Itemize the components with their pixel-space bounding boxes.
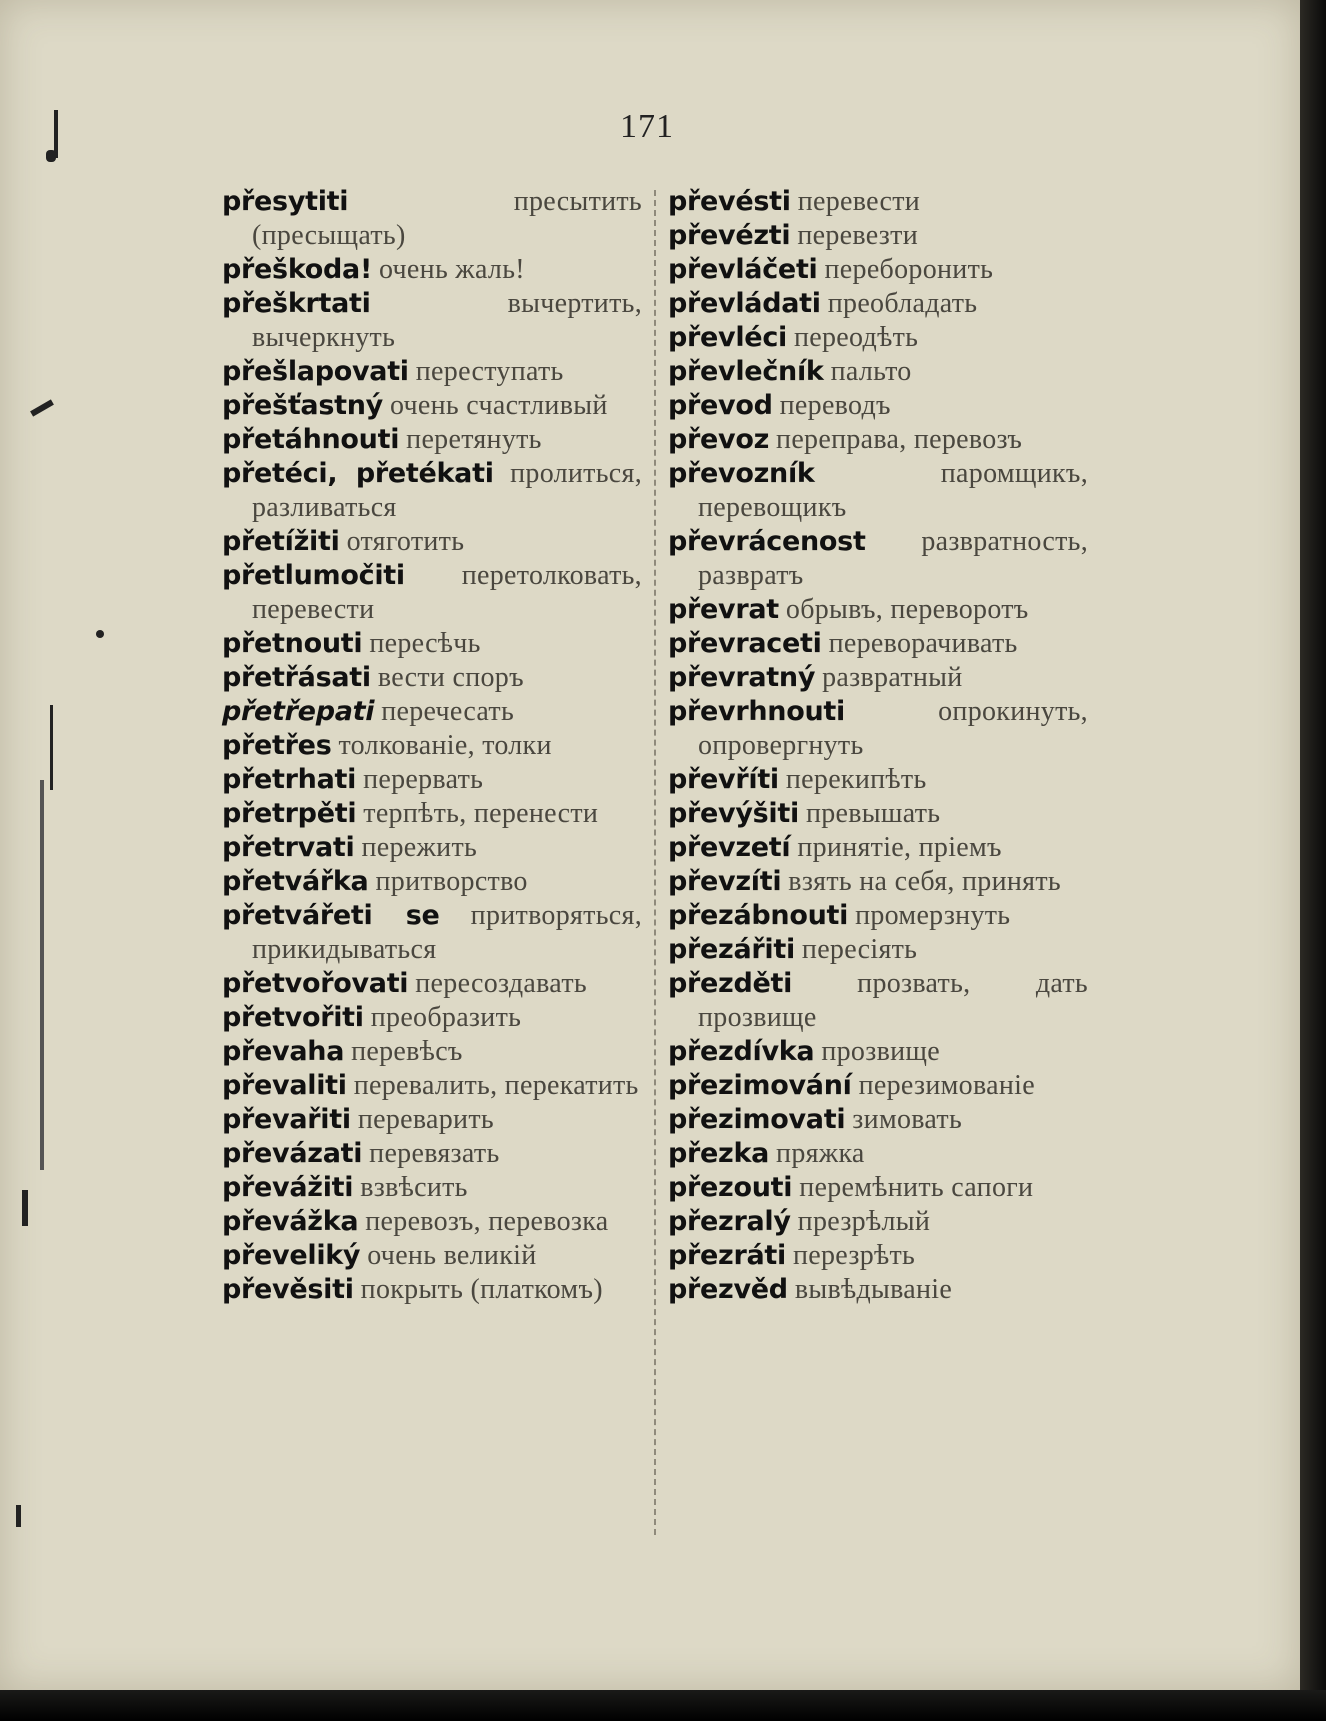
translation: переворачивать <box>828 628 1018 659</box>
translation: пряжка <box>776 1138 865 1169</box>
dictionary-entry <box>222 1035 642 1069</box>
dictionary-entry <box>668 1069 1088 1103</box>
headword: přešťastný <box>222 390 383 421</box>
translation: перервать <box>363 764 484 795</box>
translation: пересѣчь <box>369 628 481 659</box>
headword: přetrhati <box>222 764 357 795</box>
translation: перезимованіе <box>858 1070 1035 1101</box>
column-divider <box>654 190 656 1535</box>
translation: терпѣть, перенести <box>363 798 599 829</box>
dictionary-entry <box>222 899 642 967</box>
dictionary-entry <box>668 355 1088 389</box>
translation: пальто <box>830 356 912 387</box>
headword: převařiti <box>222 1104 351 1135</box>
headword: přezralý <box>668 1206 791 1237</box>
headword: přezábnouti <box>668 900 849 931</box>
headword: přetéci, přetékati <box>222 458 494 489</box>
dictionary-entry <box>668 219 1088 253</box>
headword: přesytiti <box>222 186 349 217</box>
translation: переварить <box>357 1104 494 1135</box>
headword: přezvěd <box>668 1274 788 1305</box>
translation: переступать <box>415 356 564 387</box>
dictionary-entry <box>668 797 1088 831</box>
headword: přetřepati <box>222 696 375 727</box>
translation: прозвать, дать прозвище <box>698 968 1088 1033</box>
dictionary-entry <box>668 695 1088 763</box>
headword: přetrpěti <box>222 798 357 829</box>
dictionary-entry <box>222 1103 642 1137</box>
headword: přeškoda! <box>222 254 372 285</box>
translation: перечесать <box>381 696 515 727</box>
translation: прозвище <box>821 1036 940 1067</box>
headword: převaliti <box>222 1070 347 1101</box>
translation: очень жаль! <box>378 254 525 285</box>
dictionary-entry <box>222 1069 642 1103</box>
dictionary-entry <box>222 695 642 729</box>
dictionary-entry <box>222 355 642 389</box>
headword: přezka <box>668 1138 770 1169</box>
translation: перетянуть <box>406 424 542 455</box>
dictionary-entry <box>668 389 1088 423</box>
dictionary-entry <box>668 661 1088 695</box>
dictionary-entry <box>222 661 642 695</box>
translation: зимовать <box>852 1104 963 1135</box>
headword: převrhnouti <box>668 696 845 727</box>
book-edge <box>1300 0 1326 1721</box>
translation: перевалить, перекатить <box>353 1070 639 1101</box>
translation: вычертить, вычеркнуть <box>252 288 642 353</box>
dictionary-entry <box>222 525 642 559</box>
headword: přetrvati <box>222 832 355 863</box>
dictionary-entry <box>668 1103 1088 1137</box>
translation: пролиться, разливаться <box>252 458 642 523</box>
headword: převod <box>668 390 773 421</box>
headword: přetvořovati <box>222 968 409 999</box>
headword: převážiti <box>222 1172 354 1203</box>
dictionary-entry <box>668 627 1088 661</box>
translation: пересіять <box>801 934 918 965</box>
translation: пересоздавать <box>415 968 587 999</box>
translation: перевести <box>797 186 921 217</box>
page-number: 171 <box>620 108 674 145</box>
headword: převoz <box>668 424 770 455</box>
dictionary-entry <box>668 1205 1088 1239</box>
headword: přetnouti <box>222 628 363 659</box>
headword: převěsiti <box>222 1274 354 1305</box>
headword: přezouti <box>668 1172 793 1203</box>
headword: přezimovati <box>668 1104 846 1135</box>
headword: převážka <box>222 1206 359 1237</box>
margin-mark <box>50 705 53 790</box>
margin-mark <box>22 1190 28 1226</box>
headword: převraceti <box>668 628 822 659</box>
margin-mark <box>30 399 54 416</box>
translation: перевезти <box>797 220 918 251</box>
margin-mark <box>40 780 44 1170</box>
headword: přezdívka <box>668 1036 815 1067</box>
translation: переправа, перевозъ <box>776 424 1023 455</box>
headword: převozník <box>668 458 815 489</box>
translation: перевязать <box>369 1138 500 1169</box>
translation: очень великій <box>367 1240 537 1271</box>
dictionary-entry <box>222 1273 642 1307</box>
headword: převýšiti <box>668 798 799 829</box>
dictionary-entry <box>222 763 642 797</box>
left-column <box>222 185 642 1307</box>
dictionary-entry <box>668 593 1088 627</box>
dictionary-entry <box>222 967 642 1001</box>
translation: пресытить (пресыщать) <box>252 186 642 251</box>
translation: паромщикъ, перевощикъ <box>698 458 1088 523</box>
dictionary-entry <box>222 389 642 423</box>
translation: промерзнуть <box>855 900 1011 931</box>
dictionary-entry <box>668 967 1088 1035</box>
margin-mark <box>16 1505 21 1527</box>
translation: очень счастливый <box>389 390 608 421</box>
translation: перезрѣть <box>792 1240 916 1271</box>
dictionary-entry <box>668 525 1088 593</box>
translation: вести споръ <box>377 662 524 693</box>
dictionary-entry <box>668 831 1088 865</box>
translation: пережить <box>361 832 478 863</box>
dictionary-entry <box>668 185 1088 219</box>
translation: покрыть (платкомъ) <box>360 1274 603 1305</box>
dictionary-entry <box>222 729 642 763</box>
dictionary-entry <box>222 423 642 457</box>
translation: перекипѣть <box>785 764 927 795</box>
headword: převésti <box>668 186 791 217</box>
dictionary-entry <box>668 1035 1088 1069</box>
headword: přetížiti <box>222 526 340 557</box>
dictionary-entry <box>668 321 1088 355</box>
translation: переводъ <box>779 390 891 421</box>
margin-mark <box>46 150 56 162</box>
translation: перевозъ, перевозка <box>365 1206 609 1237</box>
translation: опрокинуть, опровергнуть <box>698 696 1088 761</box>
dictionary-entry <box>222 1171 642 1205</box>
dictionary-entry <box>222 253 642 287</box>
headword: přezráti <box>668 1240 786 1271</box>
headword: převeliký <box>222 1240 361 1271</box>
translation: презрѣлый <box>797 1206 931 1237</box>
translation: переодѣть <box>793 322 919 353</box>
dictionary-entry <box>222 1001 642 1035</box>
dictionary-entry <box>668 1137 1088 1171</box>
headword: převzíti <box>668 866 782 897</box>
translation: развратный <box>822 662 963 693</box>
dictionary-entry <box>222 797 642 831</box>
headword: přešlapovati <box>222 356 409 387</box>
right-column <box>668 185 1088 1307</box>
dictionary-entry <box>668 933 1088 967</box>
translation: превышать <box>805 798 941 829</box>
headword: přetvářeti se <box>222 900 440 931</box>
headword: převládati <box>668 288 821 319</box>
headword: přetvořiti <box>222 1002 364 1033</box>
translation: отяготить <box>346 526 465 557</box>
headword: převaha <box>222 1036 345 1067</box>
dictionary-entry <box>222 1205 642 1239</box>
headword: přezimování <box>668 1070 852 1101</box>
translation: перевѣсъ <box>351 1036 463 1067</box>
headword: převézti <box>668 220 791 251</box>
translation: взять на себя, принять <box>788 866 1061 897</box>
headword: přeškrtati <box>222 288 371 319</box>
headword: přetáhnouti <box>222 424 400 455</box>
dictionary-entry <box>222 1137 642 1171</box>
translation: взвѣсить <box>360 1172 468 1203</box>
dictionary-entry <box>668 1273 1088 1307</box>
translation: перетолковать, перевести <box>252 560 642 625</box>
dictionary-entry <box>668 253 1088 287</box>
translation: притворяться, прикидываться <box>252 900 642 965</box>
dictionary-entry <box>668 1171 1088 1205</box>
headword: převlečník <box>668 356 824 387</box>
dictionary-entry <box>222 831 642 865</box>
headword: přetřes <box>222 730 332 761</box>
headword: přetřásati <box>222 662 371 693</box>
dictionary-entry <box>668 1239 1088 1273</box>
dictionary-entry <box>668 763 1088 797</box>
translation: переборонить <box>824 254 994 285</box>
scan-bottom-border <box>0 1690 1326 1721</box>
margin-mark <box>96 630 104 638</box>
dictionary-entry <box>222 457 642 525</box>
dictionary-entry <box>668 865 1088 899</box>
headword: přezářiti <box>668 934 795 965</box>
dictionary-entry <box>668 423 1088 457</box>
headword: převrácenost <box>668 526 866 557</box>
dictionary-entry <box>222 865 642 899</box>
headword: přezděti <box>668 968 793 999</box>
translation: вывѣдываніе <box>794 1274 953 1305</box>
translation: преобразить <box>370 1002 522 1033</box>
dictionary-entry <box>668 457 1088 525</box>
dictionary-entry <box>222 627 642 661</box>
dictionary-entry <box>222 185 642 253</box>
headword: přetvářka <box>222 866 369 897</box>
dictionary-entry <box>668 899 1088 933</box>
translation: принятіе, пріемъ <box>797 832 1002 863</box>
dictionary-entry <box>222 1239 642 1273</box>
headword: převléci <box>668 322 787 353</box>
dictionary-entry <box>222 287 642 355</box>
translation: развратность, развратъ <box>698 526 1088 591</box>
translation: преобладать <box>827 288 978 319</box>
headword: převázati <box>222 1138 363 1169</box>
headword: převzetí <box>668 832 791 863</box>
headword: převrat <box>668 594 779 625</box>
translation: перемѣнить сапоги <box>799 1172 1034 1203</box>
headword: převláčeti <box>668 254 818 285</box>
headword: přetlumočiti <box>222 560 405 591</box>
translation: обрывъ, переворотъ <box>785 594 1029 625</box>
dictionary-entry <box>222 559 642 627</box>
headword: převratný <box>668 662 816 693</box>
translation: притворство <box>375 866 528 897</box>
headword: převříti <box>668 764 779 795</box>
translation: толкованіе, толки <box>338 730 552 761</box>
dictionary-entry <box>668 287 1088 321</box>
